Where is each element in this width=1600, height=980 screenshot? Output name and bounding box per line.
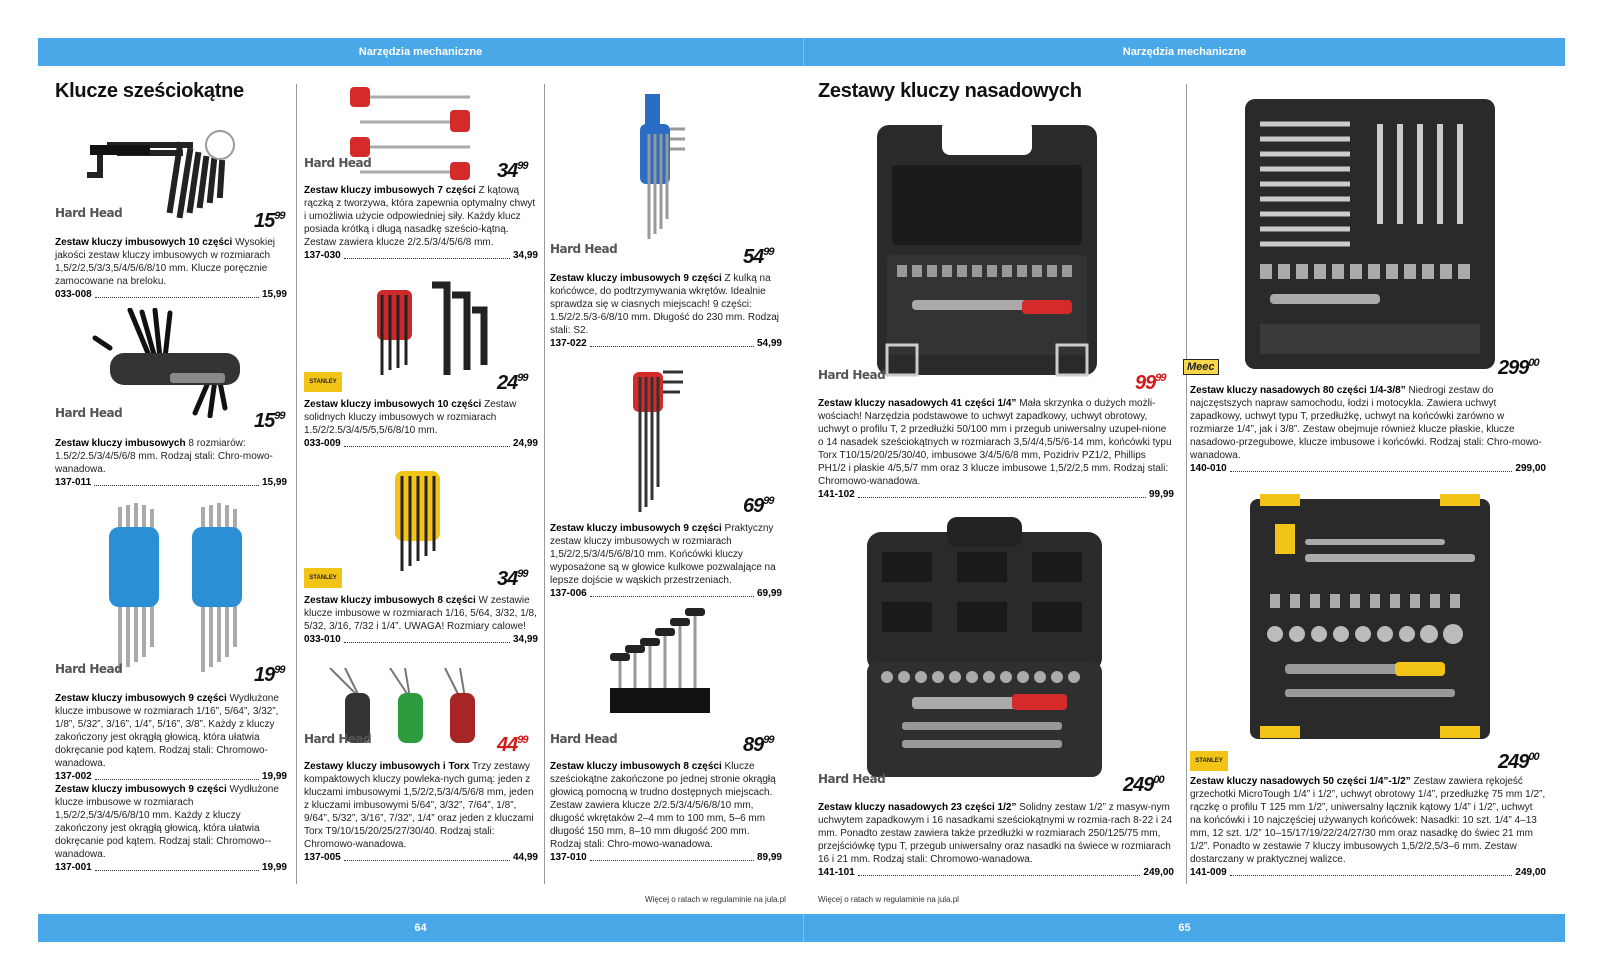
product-description: Zestaw kluczy imbusowych 10 części Zestaw solidnych kluczy imbusowych w rozmiarach 1.5/2/2.5/3/4/5/5,5/6/8/10 mm. 033-009 24,99 xyxy=(304,399,538,449)
product-code-line: 140-010 299,00 xyxy=(1190,463,1546,474)
brand-logo-hardhead: Hard Head xyxy=(550,732,618,746)
price-tag: $54^{99}$ xyxy=(743,246,774,268)
section-title-hex-keys: Klucze sześciokątne xyxy=(55,80,244,102)
brand-logo-hardhead: Hard Head xyxy=(818,368,886,382)
socket-case-80-image xyxy=(1240,94,1500,374)
price-tag: $24^{99}$ xyxy=(497,372,528,394)
product-description: Zestaw kluczy imbusowych 8 rozmiarów: 1.5/2/2.5/3/4/5/6/8 mm. Rodzaj stali: Chro-mowo-wanadowa. 137-011 15,99 xyxy=(55,438,287,488)
yellow-holder-hex-keys-image xyxy=(390,456,450,576)
page-number-right: 65 xyxy=(803,914,1565,942)
product-code-line: 137-011 15,99 xyxy=(55,477,287,488)
brand-logo-hardhead: Hard Head xyxy=(55,662,123,676)
product-description: Zestaw kluczy nasadowych 41 części 1/4” Mała skrzynka o dużych możli-wościach! Narzędzia podstawowe to uchwyt zapadkowy, uchwyt obrotowy, uchwyt o profilu T, 2 przedłużki 50/100 mm i przegub uniwersalny uzupeł-nione o 14 nasadek sześciokątnych w rozmiarach 3,5/4/4,5/5/6-14 mm, końcówki typu Torx T10/15/20/25/30/40, imbusowe 3/4/5/6/8 mm, Pozidriv PZ1/2, Phillips PH1/2 i płaskie 4/5,5/7 mm oraz 3 klucze imbusowe 1,5/2/2,5 mm. Rodzaj stali: Chromowo-wanadowa. 141-102 99,99 xyxy=(818,398,1174,500)
folding-hex-key-image xyxy=(90,308,250,418)
price-tag: $99^{99}$ xyxy=(1135,372,1166,394)
product-code-line: 137-022 54,99 xyxy=(550,338,782,349)
socket-case-41-image xyxy=(872,120,1102,385)
column-divider xyxy=(544,84,545,884)
product-description: Zestaw kluczy imbusowych 8 części W zestawie klucze imbusowe w rozmiarach 1/16, 5/64, 3/32, 1/8, 5/32, 3/16, 7/32 i 1/4”. UWAGA! Rozmiary calowe! 033-010 34,99 xyxy=(304,595,538,645)
product-code-line: 141-102 99,99 xyxy=(818,489,1174,500)
price-tag: $299^{00}$ xyxy=(1498,357,1539,379)
price-tag: $15^{99}$ xyxy=(254,410,285,432)
product-code-line: 033-010 34,99 xyxy=(304,634,538,645)
product-description: Zestaw kluczy imbusowych 7 części Z kątową rączką z tworzywa, która zapewnia optymalny chwyt i umożliwia użycie odpowiedniej siły. Każdy klucz posiada krótką i długą nasadkę sześcio-kątną. Zestaw zawiera klucze 2/2.5/3/4/5/6/8 mm. 137-030 34,99 xyxy=(304,185,538,261)
price-tag: $89^{99}$ xyxy=(743,734,774,756)
brand-logo-stanley: STANLEY xyxy=(1190,751,1228,771)
brand-logo-hardhead: Hard Head xyxy=(304,732,372,746)
brand-logo-hardhead: Hard Head xyxy=(550,242,618,256)
price-tag: $15^{99}$ xyxy=(254,210,285,232)
socket-case-50-image xyxy=(1245,494,1495,744)
long-hex-key-holders-image xyxy=(95,497,265,677)
column-divider xyxy=(296,84,297,884)
product-description: Zestaw kluczy nasadowych 50 części 1/4”-1/2” Zestaw zawiera rękojeść grzechotki MicroTough 1/4” i 1/2”, uchwyt obrotowy 1/4”, przedłużkę 75 mm 1/2”, rączkę o profilu T 125 mm 1/2”, uniwersalny łącznik kątowy 1/4” i 1/2”, uchwyt na końcówki i 10 najczęściej używanych końcówek: Nasadki: 10 szt. 1/4” 4–13 mm, 12 szt. 1/2” 10–15/17/19/22/24/27/30 mm oraz nasadkę do świec 21 mm 1/2”. Ponadto w zestawie 7 kluczy imbusowych 1,5/2/2,5/3–6 mm. Zestaw dostarczany w praktycznej walizce. 141-009 249,00 xyxy=(1190,776,1546,878)
brand-logo-meec: Meec xyxy=(1183,359,1219,375)
product-code-line: 033-009 24,99 xyxy=(304,438,538,449)
product-code-line: 137-005 44,99 xyxy=(304,852,538,863)
product-description: Zestaw kluczy imbusowych 8 części Klucze sześciokątne zakończone po jednej stronie okrągłą głowicą pomocną w trudno dostępnych miejscach. Zestaw zawiera klucze 2/2.5/3/4/5/6/8/10 mm, długość wkrętaków 2–4 mm to 100 mm, 5–6 mm długość 150 mm, 8–10 mm długość 200 mm. Rodzaj stali: Chro-mowo-wanadowa. 137-010 89,99 xyxy=(550,761,782,863)
brand-logo-hardhead: Hard Head xyxy=(304,156,372,170)
product-code-line: 137-006 69,99 xyxy=(550,588,782,599)
socket-case-23-image xyxy=(862,512,1107,784)
product-code-line: 137-030 34,99 xyxy=(304,250,538,261)
installment-note: Więcej o ratach w regulaminie na jula.pl xyxy=(818,895,959,904)
price-tag: $34^{99}$ xyxy=(497,568,528,590)
product-description: Zestaw kluczy imbusowych 9 części Z kulką na końcówce, do podtrzymywania wkrętów. Idealnie sprawdza się w ciasnych miejscach! 9 części: 1.5/2/2.5/3-6/8/10 mm. Długość do 230 mm. Rodzaj stali: S2. 137-022 54,99 xyxy=(550,273,782,349)
price-tag: $69^{99}$ xyxy=(743,495,774,517)
product-description: Zestaw kluczy imbusowych 9 części Wydłużone klucze imbusowe w rozmiarach 1/16”, 5/64”, 3/32”, 1/8”, 5/32”, 3/16”, 1/4”, 5/16”, 3/8”. Każdy z kluczy zakończony jest okrągłą głowicą, która ułatwia dokręcanie pod kątem. Rodzaj stali: Chromowo-wanadowa. 137-002 19,99 Zestaw kluczy imbusowych 9 części Wydłużone klucze imbusowe w rozmiarach 1,5/2/2,5/3/4/5/6/8/10 mm. Każdy z kluczy zakończony jest okrągłą głowicą, która ułatwia dokręcanie pod kątem. Rodzaj stali: Chromowo--wanadowa. 137-001 19,99 xyxy=(55,693,287,873)
product-code-line: 141-009 249,00 xyxy=(1190,867,1546,878)
t-handle-stand-image xyxy=(605,608,720,718)
blue-holder-hex-keys-image xyxy=(635,94,690,244)
product-code-line: 137-001 19,99 xyxy=(55,862,287,873)
installment-note: Więcej o ratach w regulaminie na jula.pl xyxy=(645,895,786,904)
product-code-line: 137-002 19,99 xyxy=(55,771,287,782)
product-description: Zestaw kluczy nasadowych 23 części 1/2” Solidny zestaw 1/2” z masyw-nym uchwytem zapadkowym i 16 nasadkami sześciokątnymi w rozmia-rach 8-22 i 24 mm. Ponadto zestaw zawiera także przedłużki w rozmiarach 250/125/75 mm, przejściówkę typu T, przegub uniwersalny oraz nasadki na świece w rozmiarach 16 i 21 mm. Rodzaj stali: Chromowo-wanadowa. 141-101 249,00 xyxy=(818,802,1174,878)
product-code-line: 141-101 249,00 xyxy=(818,867,1174,878)
price-tag: $249^{00}$ xyxy=(1498,751,1539,773)
product-description: Zestawy kluczy imbusowych i Torx Trzy zestawy kompaktowych kluczy powleka-nych gumą: jeden z kluczami imbusowymi 1,5/2/2,5/3/4/5/6/8 mm, jeden z kluczami imbusowymi 5/64”, 3/32”, 7/64”, 1/8”, 9/64”, 5/32”, 3/16”, 7/32”, 1/4” oraz jeden z kluczami Torx T9/10/15/20/25/27/30/40. Rodzaj stali: Chromowo-wanadowa. 137-005 44,99 xyxy=(304,761,538,863)
product-description: Zestaw kluczy nasadowych 80 części 1/4-3/8” Niedrogi zestaw do najczęstszych napraw samochodu, łodzi i motocykla. Zawiera uchwyt zapadkowy, uchwyt typu T, przedłużkę, uchwyt na końcówki zarówno w rozmiarze 1/4”, jak i 3/8”. Zestaw obejmuje również klucze płaskie, klucze nasadowo-przegubowe, klucze imbusowe i końcówki. Rodzaj stali: Chro-mowo-wanadowa. 140-010 299,00 xyxy=(1190,385,1546,474)
section-title-socket-sets: Zestawy kluczy nasadowych xyxy=(818,80,1082,102)
price-tag: $19^{99}$ xyxy=(254,664,285,686)
product-description: Zestaw kluczy imbusowych 10 części Wysokiej jakości zestaw kluczy imbusowych w rozmiarach 1,5/2/2,5/3/3,5/4/5/6/8/10 mm. Klucze poręcznie zamocowane na breloku. 033-008 15,99 xyxy=(55,237,287,300)
section-header-right: Narzędzia mechaniczne xyxy=(803,38,1565,66)
section-header-left: Narzędzia mechaniczne xyxy=(38,38,803,66)
brand-logo-stanley: STANLEY xyxy=(304,372,342,392)
red-holder-hex-keys-image xyxy=(372,280,492,380)
brand-logo-hardhead: Hard Head xyxy=(818,772,886,786)
product-code-line: 137-010 89,99 xyxy=(550,852,782,863)
price-tag: $249^{00}$ xyxy=(1123,774,1164,796)
brand-logo-hardhead: Hard Head xyxy=(55,406,123,420)
brand-logo-stanley: STANLEY xyxy=(304,568,342,588)
red-ball-hex-keys-image xyxy=(628,362,688,517)
brand-logo-hardhead: Hard Head xyxy=(55,206,123,220)
product-code-line: 033-008 15,99 xyxy=(55,289,287,300)
column-divider xyxy=(1186,84,1187,884)
product-description: Zestaw kluczy imbusowych 9 części Praktyczny zestaw kluczy imbusowych w rozmiarach 1,5/2/2,5/3/4/5/6/8/10 mm. Końcówki kluczy wyposażone są w głowice kulkowe pozwalające na lepsze dojście w wąskich przestrzeniach. 137-006 69,99 xyxy=(550,523,782,599)
page-number-left: 64 xyxy=(38,914,803,942)
price-tag: $44^{99}$ xyxy=(497,734,528,756)
price-tag: $34^{99}$ xyxy=(497,160,528,182)
